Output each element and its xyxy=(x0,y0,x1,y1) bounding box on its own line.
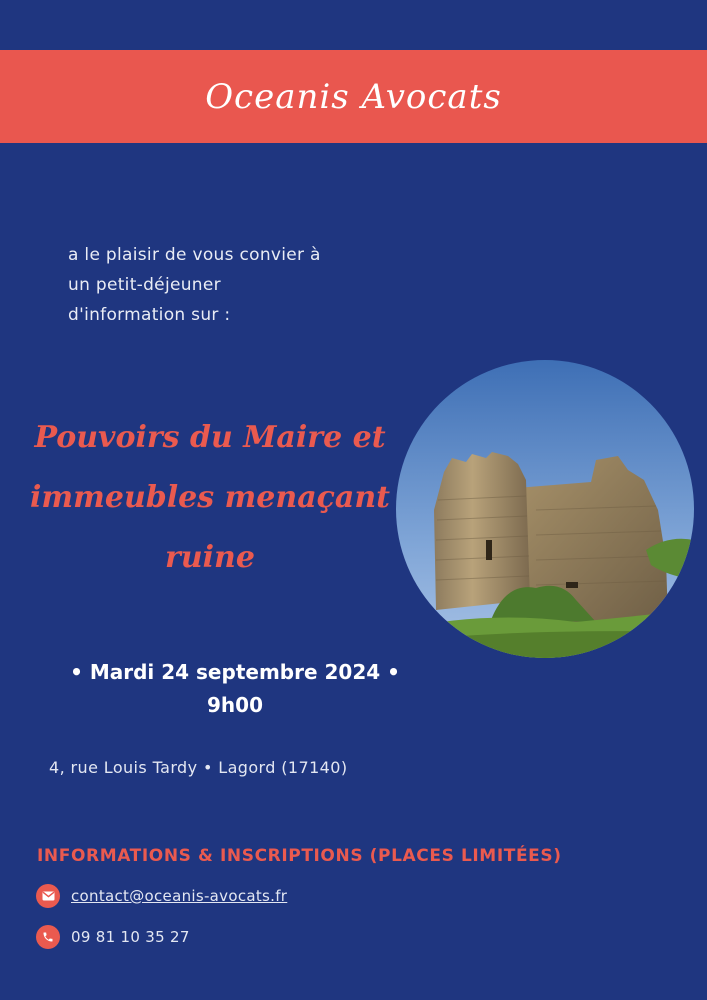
intro-text xyxy=(68,240,398,330)
title-line: ruine xyxy=(165,540,255,575)
intro-line: un petit-déjeuner xyxy=(68,275,221,295)
intro-line: a le plaisir de vous convier à xyxy=(68,245,321,265)
firm-name: Oceanis Avocats xyxy=(205,76,502,117)
title-line: immeubles menaçant xyxy=(29,480,391,515)
event-date: • Mardi 24 septembre 2024 • xyxy=(70,660,400,684)
intro-line: d'information sur : xyxy=(68,305,231,325)
event-datetime xyxy=(0,656,470,722)
event-title xyxy=(20,408,400,588)
header-banner xyxy=(0,50,707,143)
contact-phone-row xyxy=(36,925,190,949)
event-time: 9h00 xyxy=(207,693,263,717)
phone-icon xyxy=(36,925,60,949)
title-line: Pouvoirs du Maire et xyxy=(34,420,386,455)
envelope-icon xyxy=(36,884,60,908)
castle-photo xyxy=(396,360,694,658)
castle-illustration xyxy=(396,360,694,658)
email-link[interactable]: contact@oceanis-avocats.fr xyxy=(71,887,288,905)
info-heading: INFORMATIONS & INSCRIPTIONS (PLACES LIMITÉES) xyxy=(37,846,562,866)
contact-email-row xyxy=(36,884,287,908)
phone-number[interactable]: 09 81 10 35 27 xyxy=(71,928,190,946)
event-address: 4, rue Louis Tardy • Lagord (17140) xyxy=(49,758,348,777)
